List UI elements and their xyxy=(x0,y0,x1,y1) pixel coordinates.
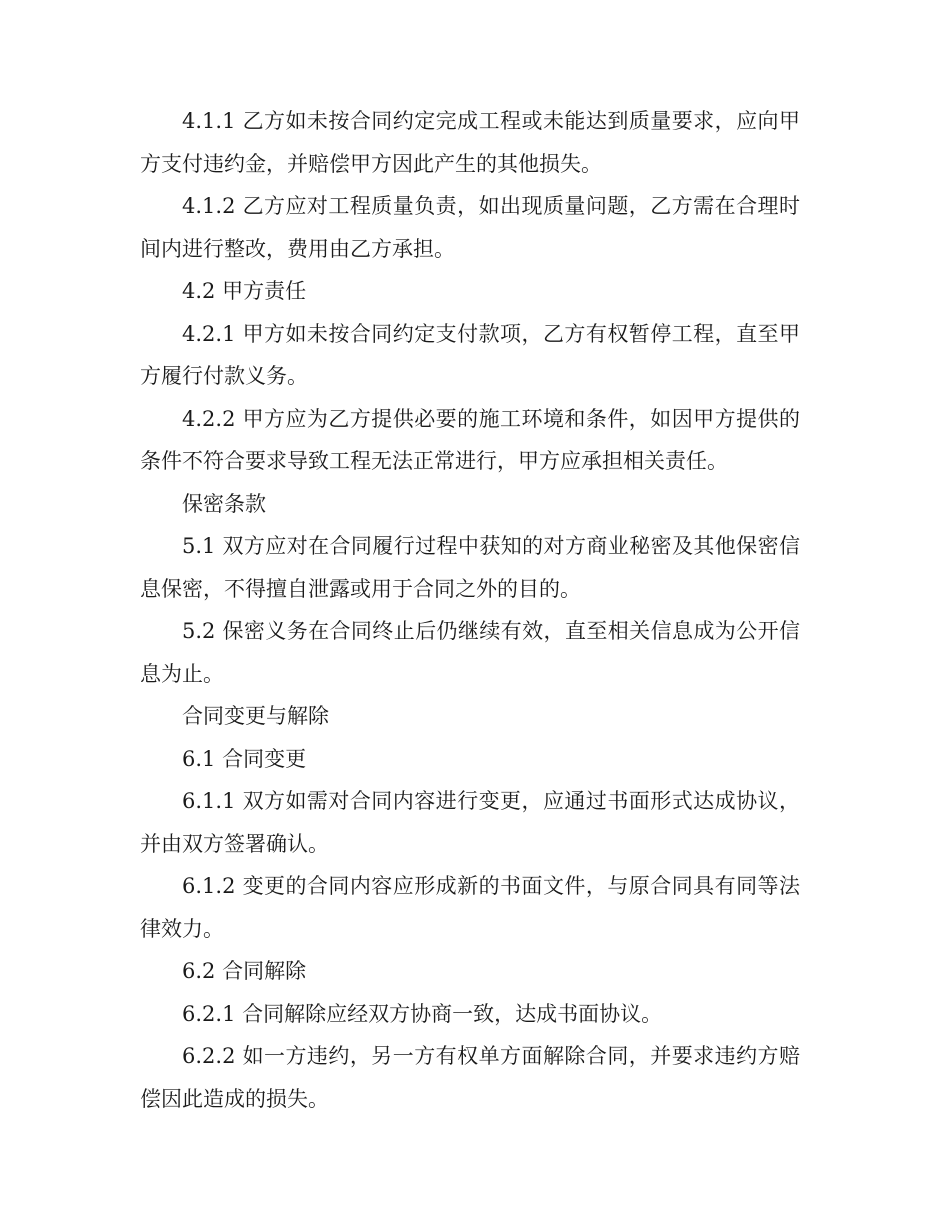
clause-6-1-1: 6.1.1 双方如需对合同内容进行变更，应通过书面形式达成协议，并由双方签署确认。 xyxy=(140,789,800,856)
heading-6-1: 6.1 合同变更 xyxy=(182,746,307,771)
clause-4-1-1: 4.1.1 乙方如未按合同约定完成工程或未能达到质量要求，应向甲方支付违约金，并赔偿甲方因此产生的其他损失。 xyxy=(140,109,800,176)
clause-6-2-2: 6.2.2 如一方违约，另一方有权单方面解除合同，并要求违约方赔偿因此造成的损失。 xyxy=(140,1044,800,1111)
clause-5-1: 5.1 双方应对在合同履行过程中获知的对方商业秘密及其他保密信息保密，不得擅自泄露或用于合同之外的目的。 xyxy=(140,534,800,601)
clause-4-2-2: 4.2.2 甲方应为乙方提供必要的施工环境和条件，如因甲方提供的条件不符合要求导致工程无法正常进行，甲方应承担相关责任。 xyxy=(140,406,800,473)
heading-6-2: 6.2 合同解除 xyxy=(182,959,307,983)
clause-6-1-2: 6.1.2 变更的合同内容应形成新的书面文件，与原合同具有同等法律效力。 xyxy=(140,874,800,941)
clause-5-2: 5.2 保密义务在合同终止后仍继续有效，直至相关信息成为公开信息为止。 xyxy=(140,619,800,686)
clause-4-1-2: 4.1.2 乙方应对工程质量负责，如出现质量问题，乙方需在合理时间内进行整改，费用由乙方承担。 xyxy=(140,194,800,261)
clause-4-2-1: 4.2.1 甲方如未按合同约定支付款项，乙方有权暂停工程，直至甲方履行付款义务。 xyxy=(140,321,800,388)
heading-confidentiality: 保密条款 xyxy=(182,491,266,516)
heading-change-termination: 合同变更与解除 xyxy=(182,704,329,728)
clause-6-2-1: 6.2.1 合同解除应经双方协商一致，达成书面协议。 xyxy=(182,1001,663,1026)
document-body xyxy=(140,100,800,1120)
heading-4-2: 4.2 甲方责任 xyxy=(182,279,307,303)
